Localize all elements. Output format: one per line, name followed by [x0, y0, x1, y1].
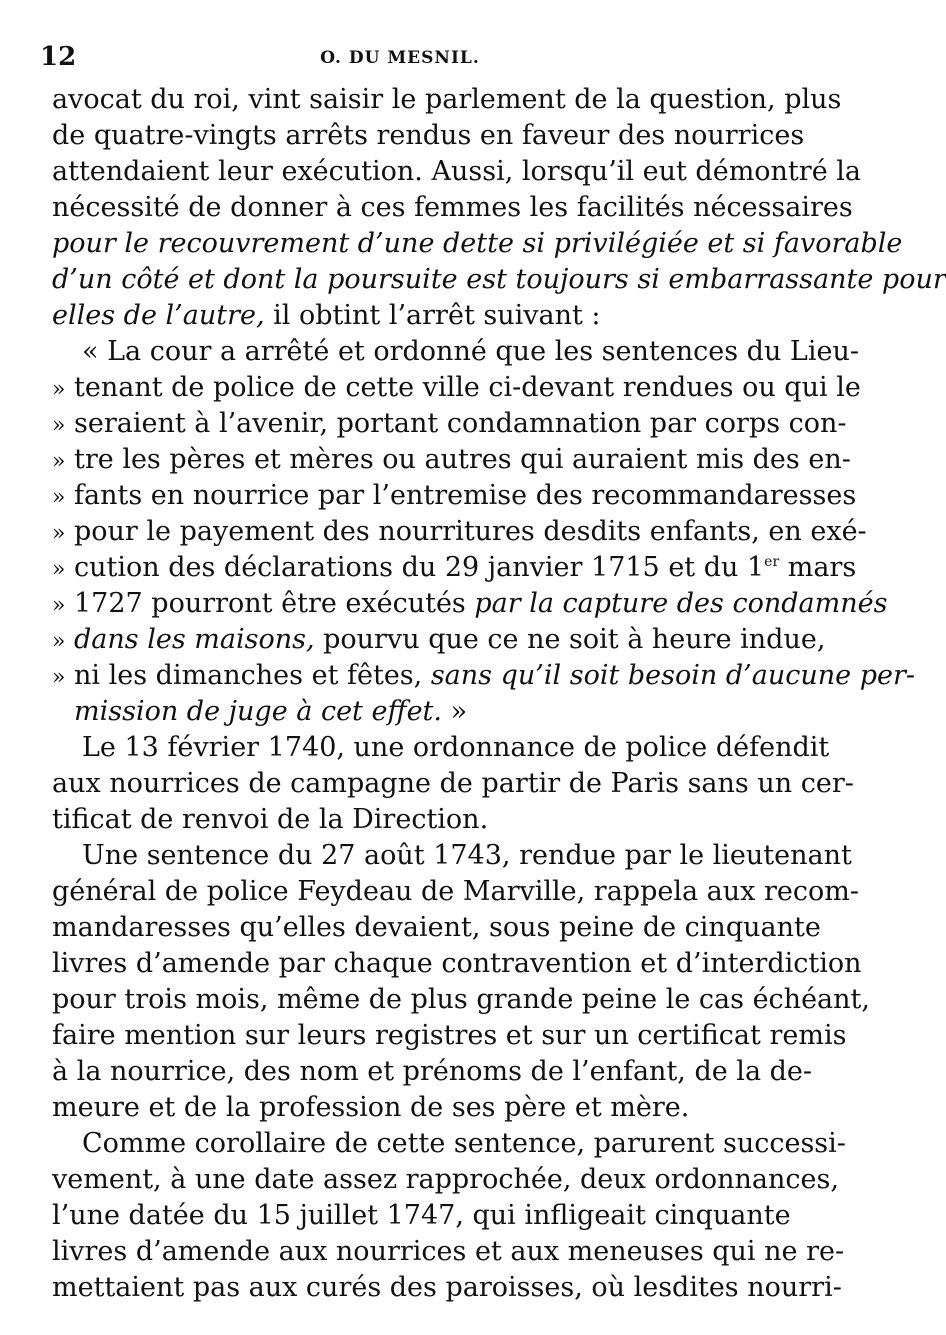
italic-text: pour le recouvrement d’une dette si privilégiée et si favorable	[52, 228, 903, 259]
quote-line	[52, 658, 915, 694]
text-line: livres d’amende par chaque contravention et d’interdiction	[52, 948, 862, 979]
text-run: »	[442, 696, 468, 727]
text-line: de quatre-vingts arrêts rendus en faveur des nourrices	[52, 120, 805, 151]
text-line: Le 13 février 1740, une ordonnance de police défendit	[82, 732, 830, 763]
quote-mark: »	[52, 377, 66, 402]
quote-mark: »	[52, 593, 66, 618]
italic-text: elles de l’autre,	[52, 300, 265, 331]
quote-line	[52, 406, 847, 442]
quote-line	[52, 586, 888, 622]
text-run: ni les dimanches et fêtes,	[74, 660, 431, 691]
text-run: mars	[779, 552, 857, 583]
quote-line	[52, 622, 826, 658]
quote-mark: »	[52, 665, 66, 690]
text-line: tificat de renvoi de la Direction.	[52, 804, 489, 835]
running-head: O. DU MESNIL.	[320, 48, 480, 68]
text-line: livres d’amende aux nourrices et aux meneuses qui ne re-	[52, 1236, 845, 1267]
text-run: tenant de police de cette ville ci-devant rendues ou qui le	[74, 372, 861, 403]
text-line: mettaient pas aux curés des paroisses, où lesdites nourri-	[52, 1272, 842, 1303]
text-line: meure et de la profession de ses père et mère.	[52, 1092, 690, 1123]
text-line: général de police Feydeau de Marville, rappela aux recom-	[52, 876, 859, 907]
text-line: pour trois mois, même de plus grande peine le cas échéant,	[52, 984, 870, 1015]
italic-text: d’un côté et dont la poursuite est toujours si embarrassante pour	[52, 264, 946, 295]
quote-mark: »	[52, 485, 66, 510]
text-line	[52, 262, 946, 298]
text-run: tre les pères et mères ou autres qui auraient mis des en-	[74, 444, 851, 475]
quote-line	[52, 694, 752, 730]
body-text	[52, 82, 946, 1306]
text-line: à la nourrice, des nom et prénoms de l’enfant, de la de-	[52, 1056, 813, 1087]
text-line	[52, 226, 903, 262]
text-run: 1727 pourront être exécutés	[74, 588, 475, 619]
text-line	[52, 298, 752, 334]
italic-text: par la capture des condamnés	[474, 588, 888, 619]
superscript: er	[764, 554, 780, 570]
quote-line	[52, 514, 867, 550]
text-line: avocat du roi, vint saisir le parlement de la question, plus	[52, 84, 842, 115]
text-run: pour le payement des nourritures desdits enfants, en exé-	[74, 516, 867, 547]
page-number: 12	[40, 42, 77, 72]
text-line: nécessité de donner à ces femmes les facilités nécessaires	[52, 192, 853, 223]
text-run: fants en nourrice par l’entremise des recommandaresses	[74, 480, 857, 511]
text-line: l’une datée du 15 juillet 1747, qui infligeait cinquante	[52, 1200, 791, 1231]
quote-mark: »	[52, 557, 66, 582]
text-line: mandaresses qu’elles devaient, sous peine de cinquante	[52, 912, 821, 943]
text-run: pourvu que ce ne soit à heure indue,	[314, 624, 826, 655]
quote-mark: »	[52, 521, 66, 546]
text-line: aux nourrices de campagne de partir de Paris sans un cer-	[52, 768, 854, 799]
text-run: il obtint l’arrêt suivant :	[273, 300, 601, 331]
italic-text: sans qu’il soit besoin d’aucune per-	[430, 660, 915, 691]
italic-text: dans les maisons,	[74, 624, 315, 655]
quote-line: « La cour a arrêté et ordonné que les sentences du Lieu-	[82, 336, 859, 367]
quote-mark: »	[52, 449, 66, 474]
text-line: Comme corollaire de cette sentence, parurent successi-	[82, 1128, 846, 1159]
text-run: seraient à l’avenir, portant condamnation par corps con-	[74, 408, 847, 439]
text-line: faire mention sur leurs registres et sur un certificat remis	[52, 1020, 847, 1051]
quote-line	[52, 550, 857, 586]
page-header	[40, 42, 760, 82]
text-line: Une sentence du 27 août 1743, rendue par le lieutenant	[82, 840, 852, 871]
text-line: attendaient leur exécution. Aussi, lorsqu’il eut démontré la	[52, 156, 861, 187]
quote-line	[52, 442, 851, 478]
italic-text: mission de juge à cet effet.	[74, 696, 442, 727]
text-line: vement, à une date assez rapprochée, deux ordonnances,	[52, 1164, 839, 1195]
quote-mark: »	[52, 413, 66, 438]
quote-line	[52, 370, 861, 406]
quote-line	[52, 478, 857, 514]
text-run: cution des déclarations du 29 janvier 1715 et du 1	[74, 552, 765, 583]
quote-mark: »	[52, 629, 66, 654]
